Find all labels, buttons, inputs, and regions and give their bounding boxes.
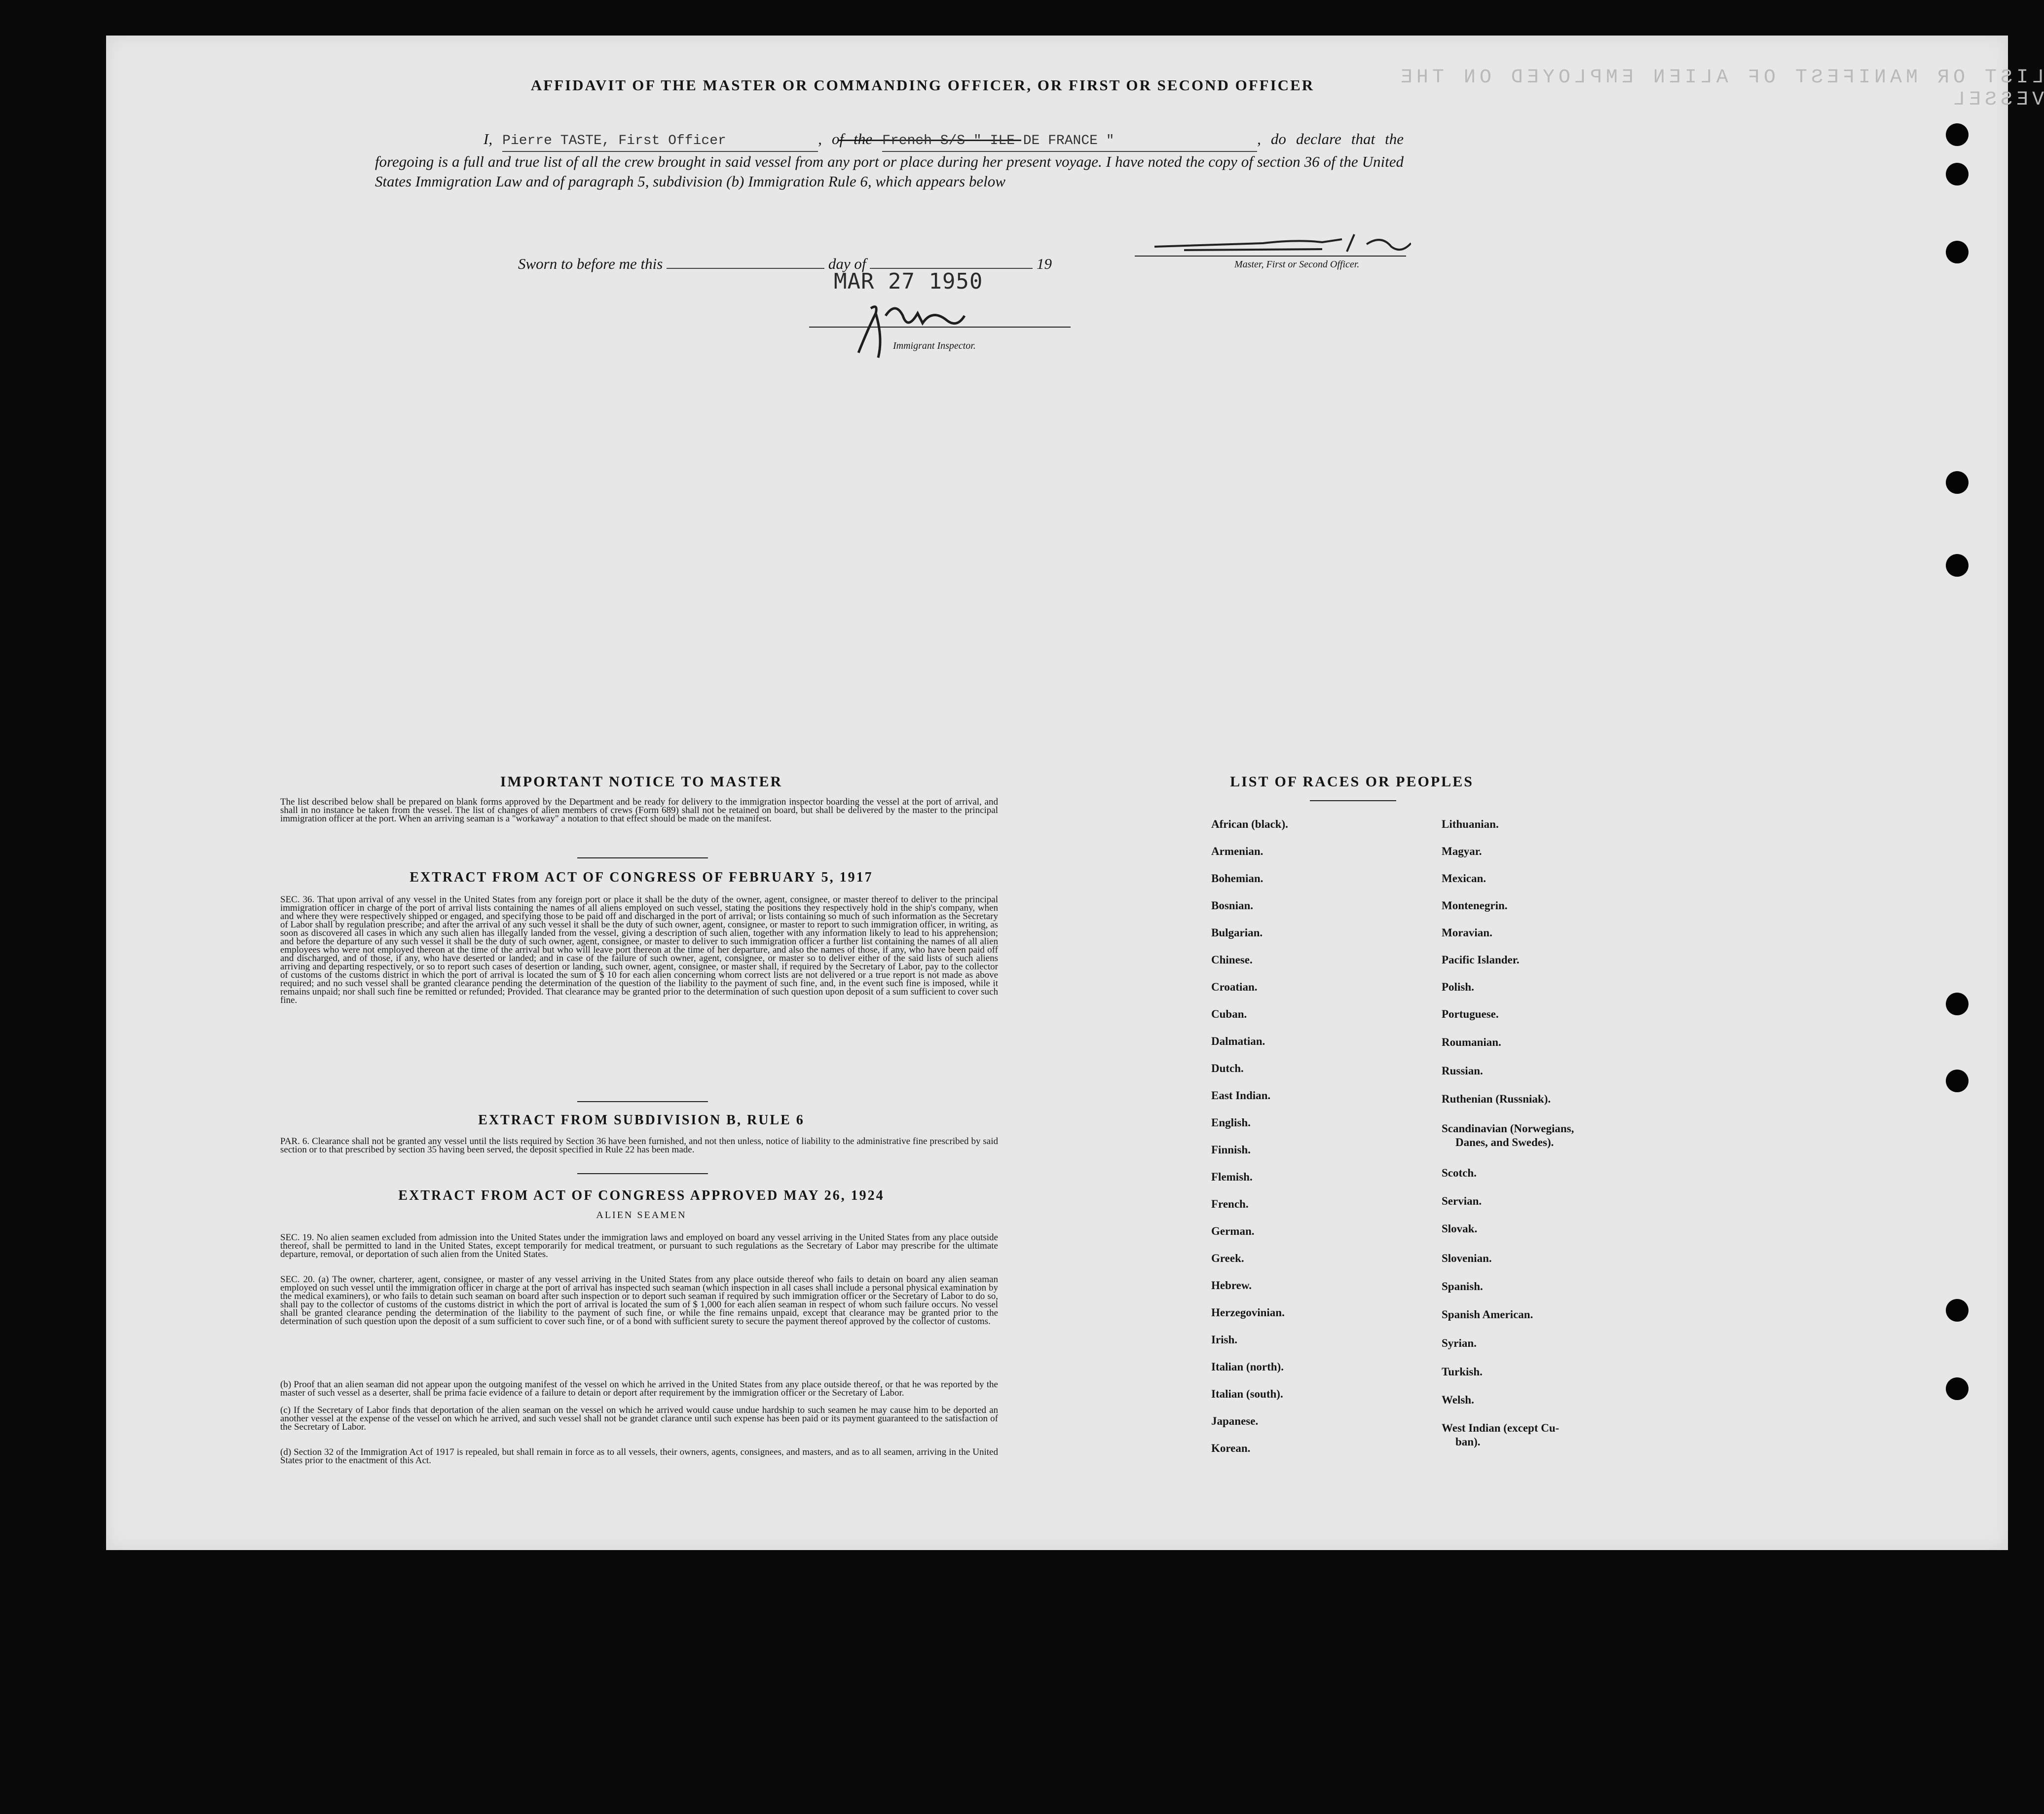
sworn-line <box>518 255 1258 273</box>
race-item: Turkish. <box>1442 1366 1483 1378</box>
race-item: Magyar. <box>1442 845 1482 857</box>
race-item: Bohemian. <box>1211 872 1264 885</box>
race-item: Italian (south). <box>1211 1388 1283 1400</box>
race-item: Cuban. <box>1211 1008 1247 1020</box>
punch-hole <box>1946 123 1969 146</box>
bleed-through-header: LIST OR MANIFEST OF ALIEN EMPLOYED ON THE VESSEL <box>1396 67 2044 111</box>
race-item: German. <box>1211 1225 1255 1237</box>
extract-1924-sec20d: (d) Section 32 of the Immigration Act of 1917 is repealed, but shall remain in force as to all vessels, their owners, agents, consignees, and masters, and as to all seamen, arriving in the United States prior to the enactment of this Act. <box>280 1447 998 1466</box>
extract-1924-sec20a: SEC. 20. (a) The owner, charterer, agent, consignee, or master of any vessel arriving in the United States from any place outside thereof who fails to detain on board any alien seaman employed on such vessel until the immigration officer in charge at the port of arrival has inspected such seaman (which inspection in all cases shall include a personal physical examination by the medical examiners), or who fails to detain such seaman on board after such inspection or to deport such seaman if required by such immigration officer or the Secretary of Labor to do so, shall pay to the collector of customs of the customs district in which the port of arrival is located the sum of $ 1,000 for each alien seaman in respect of whom such failure occurs. No vessel shall be granted clearance pending the determination of the liability to the payment of such fine, or while the fine remains unpaid, except that clearance may be granted prior to the determination of such question upon the deposit of a sum sufficient to cover such fine, or of a bond with sufficient surety to secure the payment thereof approved by the collector of customs. <box>280 1274 998 1327</box>
extract-1924-sec20c: (c) If the Secretary of Labor finds that deportation of the alien seaman on the vessel on which he arrived would cause undue hardship to such seamen he may cause him to be deported an another vessel at the expense of the vessel on which he arrived, and such vessel shall not be grandet clarance until such expense has been paid or its payment guaranteed to the satisfaction of the Secretary of Labor. <box>280 1405 998 1432</box>
punch-hole <box>1946 163 1969 185</box>
punch-hole <box>1946 993 1969 1015</box>
races-rule <box>1310 800 1396 801</box>
race-item: Russian. <box>1442 1065 1483 1077</box>
race-item: Dalmatian. <box>1211 1035 1265 1047</box>
race-item: Slovenian. <box>1442 1252 1492 1264</box>
race-item: Bulgarian. <box>1211 926 1263 939</box>
race-item: English. <box>1211 1116 1251 1129</box>
race-item: Lithuanian. <box>1442 818 1499 830</box>
affidavit-of-the: , of the <box>818 130 873 148</box>
inspector-caption: Immigrant Inspector. <box>893 340 976 351</box>
date-stamp: MAR 27 1950 <box>834 269 983 294</box>
race-item: Korean. <box>1211 1442 1251 1454</box>
signature-caption: Master, First or Second Officer. <box>1234 259 1360 270</box>
extract-1924-subtitle: ALIEN SEAMEN <box>596 1210 687 1221</box>
punch-hole <box>1946 554 1969 577</box>
race-item: Italian (north). <box>1211 1361 1284 1373</box>
race-item: Japanese. <box>1211 1415 1259 1427</box>
inspector-signature <box>849 294 967 363</box>
vessel-name: French S/S " ILE DE FRANCE " <box>882 131 1257 152</box>
race-item: Montenegrin. <box>1442 899 1508 912</box>
race-item: Spanish. <box>1442 1280 1483 1293</box>
extract-1917-title: EXTRACT FROM ACT OF CONGRESS OF FEBRUARY 5, 1917 <box>409 870 873 885</box>
race-item: Dutch. <box>1211 1062 1244 1074</box>
race-item: Moravian. <box>1442 926 1492 939</box>
race-item: Greek. <box>1211 1252 1244 1264</box>
race-item: Scotch. <box>1442 1167 1477 1179</box>
year-prefix: 19 <box>1036 255 1052 272</box>
notice-text: The list described below shall be prepared on blank forms approved by the Department and be ready for delivery to the immigration inspector boarding the vessel at the port of arrival, and shall in no instance be taken from the vessel. The list of changes of alien members of crews (Form 689) shall not be retained on board, but shall be delivered by the master to the principal immigration officer at the port. When an arriving seaman is a "workaway" a notation to that effect should be made on the manifest. <box>280 797 998 824</box>
race-item: Welsh. <box>1442 1394 1474 1406</box>
day-of-text: day of <box>828 255 866 272</box>
race-item: Chinese. <box>1211 954 1253 966</box>
race-item: Slovak. <box>1442 1222 1478 1235</box>
race-item: ban). <box>1455 1436 1481 1448</box>
notice-title: IMPORTANT NOTICE TO MASTER <box>500 774 783 790</box>
race-item: French. <box>1211 1198 1249 1210</box>
rule6-rule <box>577 1173 708 1174</box>
sworn-text: Sworn to before me this <box>518 255 663 272</box>
race-item: Finnish. <box>1211 1144 1251 1156</box>
race-item: Bosnian. <box>1211 899 1254 912</box>
race-item: Roumanian. <box>1442 1036 1501 1048</box>
extract-1924-title: EXTRACT FROM ACT OF CONGRESS APPROVED MAY 26, 1924 <box>398 1188 885 1203</box>
race-item: Danes, and Swedes). <box>1455 1136 1554 1148</box>
punch-hole <box>1946 1070 1969 1092</box>
race-item: Polish. <box>1442 981 1474 993</box>
race-item: Scandinavian (Norwegians, <box>1442 1122 1574 1135</box>
race-item: Hebrew. <box>1211 1279 1252 1292</box>
race-item: Mexican. <box>1442 872 1487 885</box>
race-item: Servian. <box>1442 1195 1482 1207</box>
rule6-title: EXTRACT FROM SUBDIVISION B, RULE 6 <box>478 1112 805 1128</box>
punch-hole <box>1946 1377 1969 1400</box>
notice-rule <box>577 857 708 858</box>
extract-1924-sec20b: (b) Proof that an alien seaman did not appear upon the outgoing manifest of the vessel on which he arrived in the United States from any place outside thereof, or that he was reported by the master of such vessel as a deserter, shall be prima facie evidence of a failure to detain or deport after requirement by the immigration officer or the Secretary of Labor. <box>280 1379 998 1398</box>
affidavit-body <box>375 129 1404 191</box>
race-item: Armenian. <box>1211 845 1264 857</box>
race-item: Spanish American. <box>1442 1308 1533 1321</box>
punch-hole <box>1946 471 1969 494</box>
punch-hole <box>1946 241 1969 263</box>
race-item: East Indian. <box>1211 1089 1271 1102</box>
affidavit-i: I, <box>483 130 493 148</box>
affidavit-title: AFFIDAVIT OF THE MASTER OR COMMANDING OFFICER, OR FIRST OR SECOND OFFICER <box>530 76 1315 94</box>
race-item: Syrian. <box>1442 1337 1477 1349</box>
race-item: Irish. <box>1211 1333 1238 1346</box>
officer-name: Pierre TASTE, First Officer <box>502 131 818 152</box>
extract-1917-rule <box>577 1101 708 1102</box>
extract-1924-sec19: SEC. 19. No alien seamen excluded from admission into the United States under the immigration laws and employed on board any vessel arriving in the United States from any place outside thereof, shall be permitted to land in the United States, except temporarily for medical treatment, or pursuant to such regulations as the Secretary of Labor may prescribe for the ultimate departure, removal, or deportation of such alien from the United States. <box>280 1232 998 1259</box>
race-item: Portuguese. <box>1442 1008 1499 1020</box>
race-item: African (black). <box>1211 818 1288 830</box>
punch-hole <box>1946 1299 1969 1322</box>
race-item: Croatian. <box>1211 981 1258 993</box>
inspector-line <box>809 327 1071 328</box>
race-item: Flemish. <box>1211 1171 1253 1183</box>
races-title: LIST OF RACES OR PEOPLES <box>1230 774 1474 790</box>
rule6-text: PAR. 6. Clearance shall not be granted any vessel until the lists required by Section 36 have been furnished, and not then unless, notice of liability to the administrative fine prescribed by said section or to that prescribed by section 35 having been served, the deposit specified in Rule 22 has been made. <box>280 1136 998 1155</box>
race-item: Pacific Islander. <box>1442 954 1520 966</box>
affidavit-do-declare: , do declare <box>1257 130 1341 148</box>
race-item: Ruthenian (Russniak). <box>1442 1093 1551 1105</box>
race-item: West Indian (except Cu- <box>1442 1422 1560 1434</box>
race-item: Herzegovinian. <box>1211 1306 1285 1319</box>
affidavit-statement: that the foregoing is a full and true list of all the crew brought in said vessel from any port or place during her present voyage. I have noted the copy of section 36 of the United States Immigration Law and of paragraph 5, subdivision (b) Immigration Rule 6, which appears below <box>375 130 1404 190</box>
extract-1917-text: SEC. 36. That upon arrival of any vessel in the United States from any foreign port or place it shall be the duty of the owner, agent, consignee, or master thereof to deliver to the principal immigration officer in charge of the port of arrival lists containing the names of all aliens employed on such vessel, stating the positions they respectively hold in the ship's company, when and where they were respectively shipped or engaged, and specifying those to be paid off and discharged in the port of arrival; or lists containing so much of such information as the Secretary of Labor shall by regulation prescribe; and after the arrival of any such vessel it shall be the duty of such owner, agent, consignee, or master to report to such immigration officer, in writing, as soon as discovered all cases in which any such alien has illegally landed from the vessel, giving a description of such alien, together with any information likely to lead to his apprehension; and before the departure of any such vessel it shall be the duty of such owner, agent, consignee, or master to deliver to such immigration officer a further list containing the names of all alien employees who were not employed thereon at the time of the arrival but who will leave port thereon at the time of her departure, and also the names of those, if any, who have been paid off and discharged, and of those, if any, who have deserted or landed; and in case of the failure of such owner, agent, consignee, or master so to deliver either of the said lists of such aliens arriving and departing respectively, or so to report such cases of desertion or landing, such owner, agent, consignee, or master shall, if required by the Secretary of Labor, pay to the collector of customs of the customs district in which the port of arrival is located the sum of $ 10 for each alien concerning whom correct lists are not delivered or a true report is not made as above required; and no such vessel shall be granted clearance pending the determination of the question of the liability to the payment of such fine, and, in the event such fine is imposed, while it remains unpaid; nor shall such fine be remitted or refunded; Provided. That clearance may be granted prior to the determination of such question upon deposit of a sum sufficient to cover such fine. <box>280 894 998 1005</box>
